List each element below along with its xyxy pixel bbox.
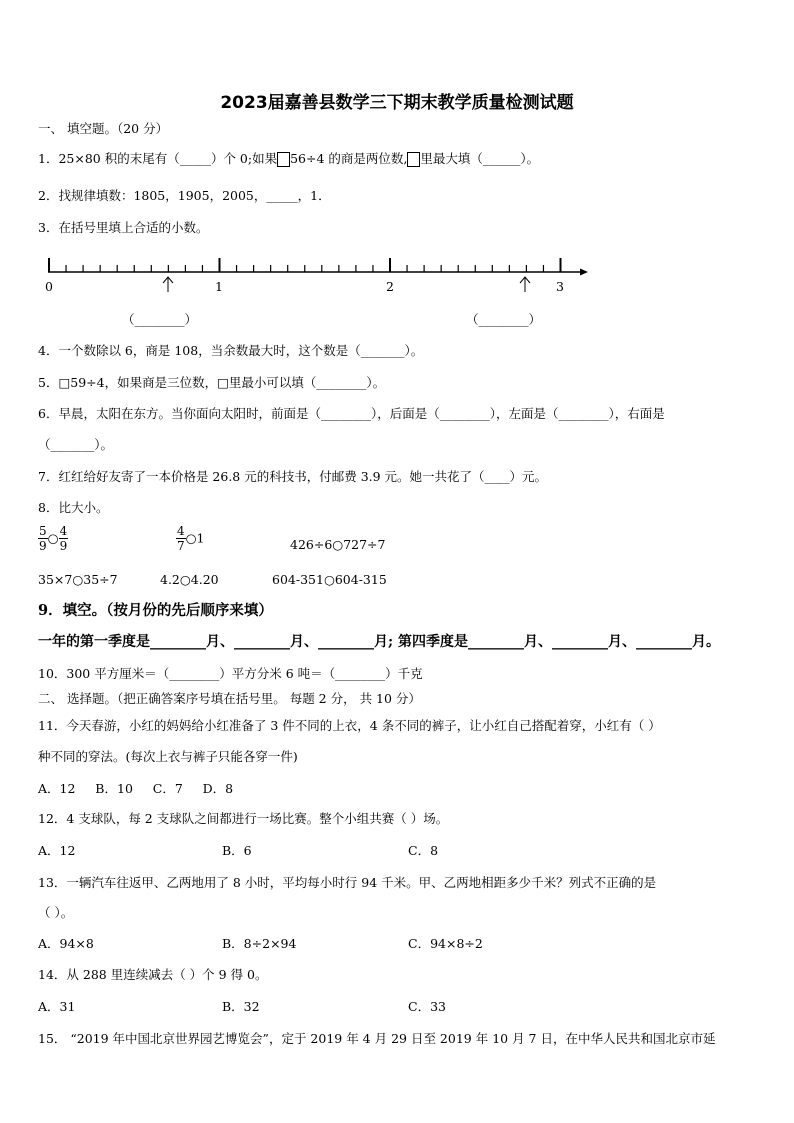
question-12: 12．4 支球队，每 2 支球队之间都进行一场比赛。整个小组共赛（ ）场。 <box>38 811 449 826</box>
q1-part-a: 1．25×80 积的末尾有（_____）个 0;如果 <box>38 151 278 166</box>
question-2: 2．找规律填数：1805，1905，2005，_____，1． <box>38 188 331 203</box>
question-13-line-2: （ ）。 <box>38 905 74 920</box>
compare-expr-3: 426÷6○727÷7 <box>290 537 386 552</box>
blank-box <box>277 152 290 167</box>
number-line-blank-2: （________） <box>466 312 542 327</box>
question-14: 14．从 288 里连续减去（ ）个 9 得 0。 <box>38 967 268 982</box>
question-3: 3．在括号里填上合适的小数。 <box>38 220 209 235</box>
section-2-heading: 二、 选择题。（把正确答案序号填在括号里。 每题 2 分， 共 10 分） <box>38 691 421 706</box>
q12-option-c: C．8 <box>408 843 439 858</box>
question-8-label: 8．比大小。 <box>38 500 109 515</box>
q14-option-a: A．31 <box>38 999 76 1014</box>
arrow-marker-1 <box>163 277 173 292</box>
compare-fraction-1: $\frac{5}{9}$ ○ $\frac{4}{9}$ <box>39 524 68 553</box>
arrow-marker-2 <box>520 277 530 292</box>
compare-fraction-2: $\frac{4}{7}$ ○1 <box>177 524 205 553</box>
fraction: $\frac{5}{9}$ <box>39 524 47 553</box>
question-9-label: 9．填空。（按月份的先后顺序来填） <box>38 602 273 619</box>
q1-part-b: 56÷4 的商是两位数, <box>290 151 408 166</box>
question-15: 15． “2019 年中国北京世界园艺博览会”，定于 2019 年 4 月 29 日至 2019 年 10 月 7 日，在中华人民共和国北京市延 <box>38 1031 716 1046</box>
compare-expr-4: 35×7○35÷7 <box>38 572 118 587</box>
tick-label-1: 1 <box>215 279 223 294</box>
q13-option-a: A．94×8 <box>38 936 94 951</box>
number-line-blank-1: （________） <box>122 312 198 327</box>
compare-expr-6: 604-351○604-315 <box>272 572 387 587</box>
number-line <box>40 250 600 300</box>
question-5: 5．□59÷4，如果商是三位数，□里最小可以填（________）。 <box>38 375 386 390</box>
question-4: 4．一个数除以 6，商是 108，当余数最大时，这个数是（_______）。 <box>38 343 424 358</box>
question-11-line-1: 11．今天春游，小红的妈妈给小红准备了 3 件不同的上衣，4 条不同的裤子，让小红自己搭配着穿，小红有（ ） <box>38 718 661 733</box>
q12-option-b: B．6 <box>222 843 252 858</box>
question-11-options: A．12 B．10 C．7 D．8 <box>38 781 234 796</box>
question-6-line-2: （_______）。 <box>38 437 114 452</box>
tick-label-0: 0 <box>45 279 53 294</box>
question-11-line-2: 种不同的穿法。(每次上衣与裤子只能各穿一件) <box>38 749 298 764</box>
question-13-line-1: 13．一辆汽车往返甲、乙两地用了 8 小时，平均每小时行 94 千米。甲、乙两地相距多少千米？列式不正确的是 <box>38 875 657 890</box>
fraction: $\frac{4}{7}$ <box>177 524 185 553</box>
question-7: 7．红红给好友寄了一本价格是 26.8 元的科技书，付邮费 3.9 元。她一共花了（____）元。 <box>38 469 548 484</box>
question-9-line: 一年的第一季度是________月、________月、________月; 第四季度是________月、________月、________月。 <box>38 634 721 650</box>
tick-label-2: 2 <box>386 279 394 294</box>
fraction: $\frac{4}{9}$ <box>59 524 68 553</box>
blank-box <box>407 152 420 167</box>
section-1-heading: 一、 填空题。（20 分） <box>38 121 169 136</box>
compare-expr-5: 4.2○4.20 <box>160 572 219 587</box>
q14-option-b: B．32 <box>222 999 260 1014</box>
q13-option-c: C．94×8÷2 <box>408 936 483 951</box>
question-10: 10．300 平方厘米＝（________）平方分米 6 吨＝（________）千克 <box>38 666 423 681</box>
page-title: 2023届嘉善县数学三下期末教学质量检测试题 <box>220 93 574 113</box>
q1-part-c: 里最大填（______）。 <box>420 151 540 166</box>
question-6-line-1: 6．早晨，太阳在东方。当你面向太阳时，前面是（________），后面是（________），左面是（________），右面是 <box>38 406 665 421</box>
q13-option-b: B．8÷2×94 <box>222 936 297 951</box>
q12-option-a: A．12 <box>38 843 76 858</box>
q14-option-c: C．33 <box>408 999 446 1014</box>
question-1 <box>38 151 539 167</box>
tick-label-3: 3 <box>556 279 564 294</box>
